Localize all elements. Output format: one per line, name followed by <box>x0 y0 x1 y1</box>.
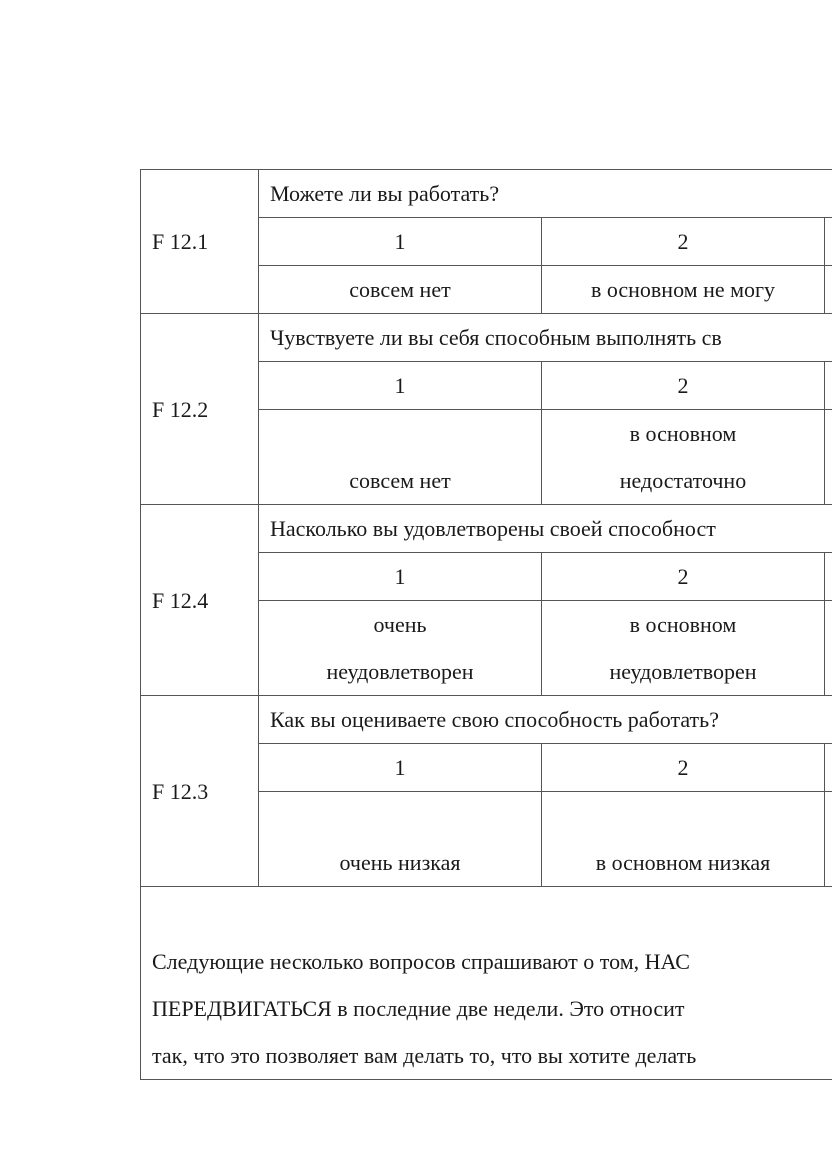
scale-label-cell <box>825 410 832 505</box>
item-code: F 12.1 <box>141 170 259 314</box>
scale-number: 1 <box>259 218 542 266</box>
instruction-row <box>141 887 832 1080</box>
scale-label-line: в основном <box>629 612 737 637</box>
scale-label: очень низкая <box>339 850 461 875</box>
scale-label: в основном низкая <box>595 850 771 875</box>
question-text: Можете ли вы работать? <box>259 170 832 218</box>
scale-label-line: недостаточно <box>619 468 747 493</box>
scale-label-cell <box>825 601 832 696</box>
scale-label-cell <box>542 601 825 696</box>
scale-label: совсем нет <box>259 266 542 314</box>
question-row <box>141 314 832 362</box>
scale-number <box>825 744 832 792</box>
scale-number: 2 <box>542 553 825 601</box>
scale-label-line: в основном <box>629 421 737 446</box>
instruction-line: ПЕРЕДВИГАТЬСЯ в последние две недели. Это относит <box>152 996 685 1021</box>
scale-number: 2 <box>542 362 825 410</box>
questionnaire-table <box>140 169 832 1080</box>
scale-label-cell <box>259 410 542 505</box>
scale-label-cell <box>542 410 825 505</box>
question-text: Насколько вы удовлетворены своей способност <box>259 505 832 553</box>
scale-label <box>825 266 832 314</box>
scale-label-cell <box>825 792 832 887</box>
scale-number: 2 <box>542 744 825 792</box>
question-text: Как вы оцениваете свою способность работать? <box>259 696 832 744</box>
scale-number: 1 <box>259 744 542 792</box>
scale-number <box>825 553 832 601</box>
scale-label-cell <box>259 792 542 887</box>
instruction-line: так, что это позволяет вам делать то, что вы хотите делать <box>152 1043 697 1068</box>
item-code: F 12.3 <box>141 696 259 887</box>
question-row <box>141 170 832 218</box>
scale-label-line: неудовлетворен <box>326 659 474 684</box>
scale-number <box>825 362 832 410</box>
scale-label-line: очень <box>373 612 427 637</box>
instruction-line: Следующие несколько вопросов спрашивают о том, НАС <box>152 949 690 974</box>
scale-number: 2 <box>542 218 825 266</box>
questionnaire-page <box>140 169 832 1089</box>
scale-label: совсем нет <box>349 468 451 493</box>
instruction-text <box>141 887 832 1080</box>
question-row <box>141 505 832 553</box>
scale-label-cell <box>542 792 825 887</box>
scale-label-cell <box>259 601 542 696</box>
scale-number: 1 <box>259 553 542 601</box>
question-row <box>141 696 832 744</box>
item-code: F 12.4 <box>141 505 259 696</box>
scale-label: в основном не могу <box>542 266 825 314</box>
question-text: Чувствуете ли вы себя способным выполнять св <box>259 314 832 362</box>
scale-label-line: неудовлетворен <box>609 659 757 684</box>
item-code: F 12.2 <box>141 314 259 505</box>
scale-number: 1 <box>259 362 542 410</box>
scale-number <box>825 218 832 266</box>
